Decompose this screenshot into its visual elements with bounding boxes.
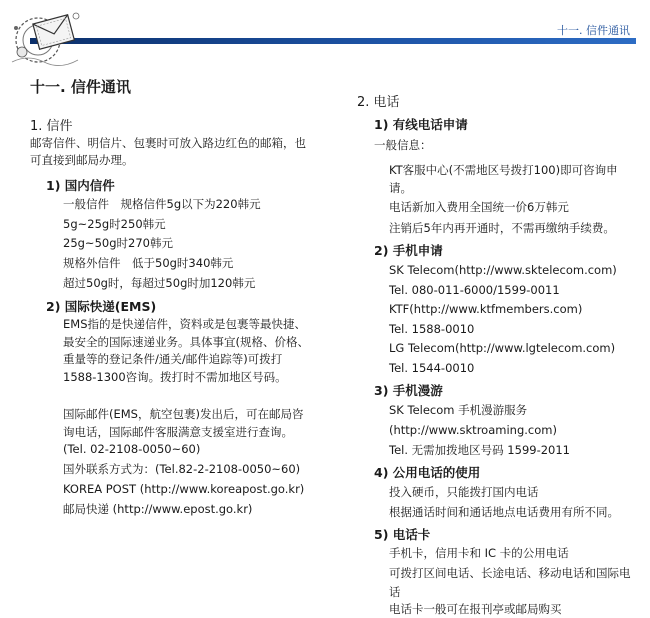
domestic-line: 5g~25g时250韩元 xyxy=(63,217,166,231)
roaming-line: SK Telecom 手机漫游服务 xyxy=(389,403,528,417)
phone-card-line: 可拨打区间电话、长途电话、移动电话和国际电话 xyxy=(389,566,631,599)
header-bar xyxy=(30,38,636,44)
public-phone-line: 根据通话时间和通话地点电话费用有所不同。 xyxy=(389,505,619,519)
mobile-line: LG Telecom(http://www.lgtelecom.com) xyxy=(389,341,616,355)
ems-intl-desc: 国际邮件(EMS，航空包裹)发出后，可在邮局咨询电话，国际邮件客服满意支援室进行查询。(Tel. 02-2108-0050~60) xyxy=(63,407,304,456)
korea-post-link: KOREA POST (http://www.koreapost.go.kr) xyxy=(63,482,305,496)
envelope-logo-icon xyxy=(8,4,88,68)
main-title: 十一. 信件通讯 xyxy=(30,78,131,96)
mobile-title: 2) 手机申请 xyxy=(374,243,443,258)
mobile-line: Tel. 1588-0010 xyxy=(389,322,475,336)
phone-card-line: 手机卡，信用卡和 IC 卡的公用电话 xyxy=(389,546,569,560)
roaming-title: 3) 手机漫游 xyxy=(374,383,443,398)
mobile-line: Tel. 1544-0010 xyxy=(389,361,475,375)
roaming-line: (http://www.sktroaming.com) xyxy=(389,423,557,437)
section-letters-desc: 邮寄信件、明信片、包裹时可放入路边红色的邮箱，也可直接到邮局办理。 xyxy=(30,136,306,167)
ems-desc: EMS指的是快递信件，资料或是包裹等最快捷、最安全的国际速递业务。具体事宜(规格、价格、重量等的登记条件/通关/邮件追踪等)可拨打1588-1300咨询。拨打时不需加地区号码。 xyxy=(63,317,309,384)
domestic-line: 一般信件 规格信件5g以下为220韩元 xyxy=(63,197,261,211)
epost-link: 邮局快递 (http://www.epost.go.kr) xyxy=(63,502,253,516)
section-phone-title: 2. 电话 xyxy=(357,95,400,110)
phone-card-line: 电话卡一般可在报刊亭或邮局购买 xyxy=(389,602,562,616)
wired-info-label: 一般信息： xyxy=(374,138,432,152)
wired-info-2: 电话新加入费用全国统一价6万韩元 xyxy=(389,200,569,214)
section-letters-title: 1. 信件 xyxy=(30,119,73,134)
wired-title: 1) 有线电话申请 xyxy=(374,117,468,132)
domestic-line: 规格外信件 低于50g时340韩元 xyxy=(63,256,234,270)
domestic-line: 25g~50g时270韩元 xyxy=(63,236,173,250)
header-title: 十一. 信件通讯 xyxy=(557,24,630,37)
domestic-line: 超过50g时，每超过50g时加120韩元 xyxy=(63,276,256,290)
phone-card-title: 5) 电话卡 xyxy=(374,527,431,542)
mobile-line: KTF(http://www.ktfmembers.com) xyxy=(389,302,583,316)
wired-info-1: KT客服中心(不需地区号拨打100)即可咨询申请。 xyxy=(389,163,618,195)
ems-title: 2) 国际快递(EMS) xyxy=(46,299,157,314)
mobile-line: Tel. 080-011-6000/1599-0011 xyxy=(389,283,560,297)
wired-info-3: 注销后5年内再开通时，不需再缴纳手续费。 xyxy=(389,221,615,235)
ems-contact: 国外联系方式为：(Tel.82-2-2108-0050~60) xyxy=(63,462,301,476)
domestic-title: 1) 国内信件 xyxy=(46,178,115,193)
public-phone-title: 4) 公用电话的使用 xyxy=(374,465,481,480)
mobile-line: SK Telecom(http://www.sktelecom.com) xyxy=(389,263,617,277)
public-phone-line: 投入硬币，只能拨打国内电话 xyxy=(389,485,539,499)
roaming-line: Tel. 无需加拨地区号码 1599-2011 xyxy=(389,443,570,457)
